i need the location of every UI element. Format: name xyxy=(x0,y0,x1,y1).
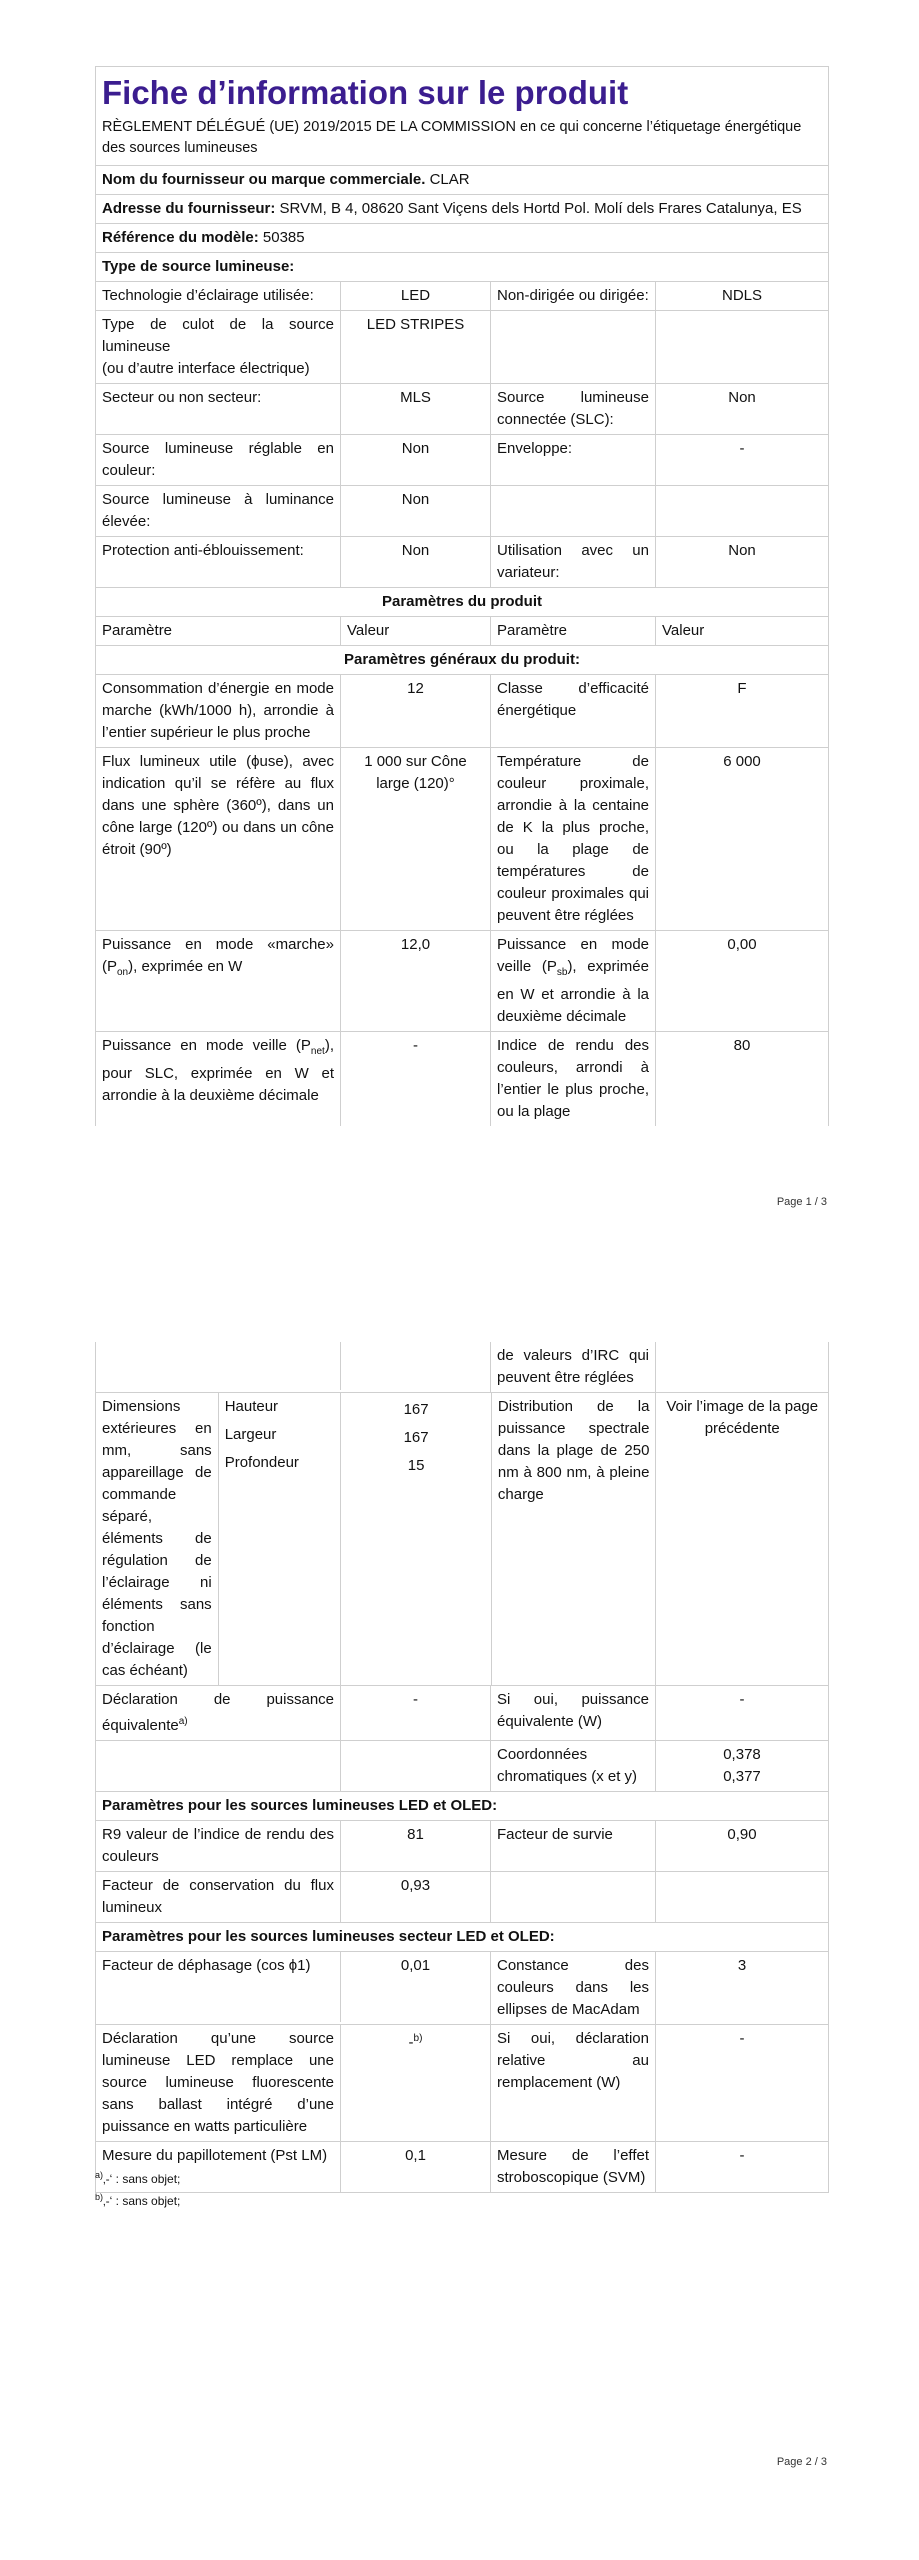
param-label-line: Type de culot de la source lumineuse xyxy=(102,316,334,355)
param-value: F xyxy=(737,680,747,697)
param-value: 0,1 xyxy=(341,2142,491,2192)
param-label: Constance des couleurs dans les ellipses de MacAdam xyxy=(491,1952,656,2024)
width-label: Largeur xyxy=(224,1426,277,1443)
table-row xyxy=(96,2142,828,2193)
param-label: Coordonnées chromatiques (x et y) xyxy=(491,1741,656,1791)
height-label: Hauteur xyxy=(224,1398,279,1415)
led-params-header: Paramètres pour les sources lumineuses LED et OLED: xyxy=(102,1797,498,1814)
param-label: R9 valeur de l’indice de rendu des couleurs xyxy=(96,1821,341,1871)
param-value: 80 xyxy=(733,1037,751,1054)
page-number: Page 1 / 3 xyxy=(776,1196,827,1208)
table-row xyxy=(96,1952,828,2025)
table-row xyxy=(96,1032,828,1126)
page-number: Page 2 / 3 xyxy=(776,2456,827,2468)
table-row xyxy=(96,435,828,486)
param-value: 0,01 xyxy=(341,1952,491,2024)
param-label: Facteur de survie xyxy=(491,1821,656,1871)
param-value: - xyxy=(341,1032,491,1126)
supplier-address-row xyxy=(96,195,828,224)
table-row xyxy=(96,1872,828,1923)
param-value: 0,93 xyxy=(341,1872,491,1922)
table-row xyxy=(96,675,828,748)
supplier-address-value: SRVM, B 4, 08620 Sant Viçens dels Hortd Pol. Molí dels Frares Catalunya, ES xyxy=(279,200,802,217)
supplier-name-value: CLAR xyxy=(429,171,470,188)
param-value: Non xyxy=(341,435,491,485)
model-reference-label: Référence du modèle: xyxy=(102,229,259,246)
source-type-header: Type de source lumineuse: xyxy=(102,258,295,275)
param-value xyxy=(656,1872,828,1922)
param-value: - xyxy=(739,2147,745,2164)
param-label: Utilisation avec un variateur: xyxy=(491,537,656,587)
column-header-param: Paramètre xyxy=(491,617,656,645)
table-row xyxy=(96,486,828,537)
empty-cell xyxy=(656,1342,828,1392)
param-label: Non-dirigée ou dirigée: xyxy=(491,282,656,310)
product-info-table-p1 xyxy=(95,66,829,1126)
param-value: - xyxy=(341,1686,491,1740)
param-value: -$^{b)}$ xyxy=(341,2025,491,2141)
regulation-subtitle: RÈGLEMENT DÉLÉGUÉ (UE) 2019/2015 DE LA COMMISSION en ce qui concerne l’étiquetage énergétique des sources lumineuses xyxy=(102,119,802,156)
supplier-address-label: Adresse du fournisseur: xyxy=(102,200,276,217)
param-label-line: (ou d’autre interface électrique) xyxy=(102,360,310,377)
param-label xyxy=(491,1872,656,1922)
dimensions-label: Dimensions extérieures en mm, sans appareillage de commande séparé, éléments de régulation de l’éclairage ni éléments sans fonction d’éclairage (le cas échéant) xyxy=(96,1393,219,1685)
param-value: 0,90 xyxy=(727,1826,757,1843)
param-label xyxy=(96,311,341,383)
param-label: Source lumineuse à luminance élevée: xyxy=(96,486,341,536)
column-header-param: Paramètre xyxy=(96,617,341,645)
param-label-continued: de valeurs d’IRC qui peuvent être réglées xyxy=(491,1342,656,1392)
param-value xyxy=(656,1741,828,1791)
height-value: 167 xyxy=(403,1401,429,1418)
param-label: Puissance en mode veille $(P_{net})$, pour SLC, exprimée en W et arrondie à la deuxième décimale xyxy=(96,1032,341,1126)
table-row xyxy=(96,748,828,931)
model-reference-value: 50385 xyxy=(262,229,305,246)
column-header-row xyxy=(96,617,828,646)
dimensions-values xyxy=(341,1393,492,1685)
param-label: Si oui, puissance équivalente (W) xyxy=(491,1686,656,1740)
param-value: - xyxy=(739,440,745,457)
param-label: Consommation d’énergie en mode marche (kWh/1000 h), arrondie à l’entier supérieur le plus proche xyxy=(96,675,341,747)
supplier-name-row xyxy=(96,166,828,195)
led-mains-header-row xyxy=(96,1923,828,1952)
param-value: 1 000 sur Cône large (120)° xyxy=(341,748,491,930)
product-info-table-p2 xyxy=(95,1342,829,2193)
param-value: 12,0 xyxy=(341,931,491,1031)
param-value: - xyxy=(739,2030,745,2047)
param-label: Facteur de conservation du flux lumineux xyxy=(96,1872,341,1922)
param-label: Source lumineuse connectée (SLC): xyxy=(491,384,656,434)
param-label: Indice de rendu des couleurs, arrondi à l’entier le plus proche, ou la plage xyxy=(491,1032,656,1126)
param-value xyxy=(341,1741,491,1791)
footnote-b: $^{b)}$‚-‘ : sans objet; xyxy=(95,2192,181,2208)
empty-cell xyxy=(96,1342,341,1390)
table-row xyxy=(96,2025,828,2142)
param-value: 0,00 xyxy=(727,936,757,953)
param-value: 6 000 xyxy=(723,753,761,770)
param-label: Mesure du papillotement (Pst LM) xyxy=(96,2142,341,2192)
chroma-x: 0,378 xyxy=(723,1746,761,1763)
param-label: Technologie d’éclairage utilisée: xyxy=(96,282,341,310)
param-value: - xyxy=(739,1691,745,1708)
table-row xyxy=(96,537,828,588)
param-value: Non xyxy=(341,537,491,587)
param-value: NDLS xyxy=(721,287,762,304)
param-value: 81 xyxy=(341,1821,491,1871)
table-row xyxy=(96,311,828,384)
empty-cell xyxy=(341,1342,491,1392)
param-value xyxy=(656,486,828,536)
depth-label: Profondeur xyxy=(224,1454,299,1471)
param-label: Mesure de l’effet stroboscopique (SVM) xyxy=(491,2142,656,2192)
general-params-header: Paramètres généraux du produit: xyxy=(344,651,580,668)
param-value: 12 xyxy=(341,675,491,747)
table-row xyxy=(96,384,828,435)
page-1 xyxy=(0,0,919,1208)
param-label: Déclaration de puissance équivalente$^{a)}$ xyxy=(96,1686,341,1740)
width-value: 167 xyxy=(403,1429,429,1446)
param-label: Distribution de la puissance spectrale dans la plage de 250 nm à 800 nm, à pleine charge xyxy=(492,1393,657,1685)
param-label: Température de couleur proximale, arrondie à la centaine de K la plus proche, ou la plage de températures de couleur proximales qui peuvent être réglées xyxy=(491,748,656,930)
footnote-a: $^{a)}$‚-‘ : sans objet; xyxy=(95,2170,181,2186)
param-value: Voir l’image de la page précédente xyxy=(666,1398,819,1437)
param-label: Enveloppe: xyxy=(491,435,656,485)
param-label xyxy=(96,1741,341,1791)
params-header: Paramètres du produit xyxy=(381,593,543,610)
param-label: Facteur de déphasage (cos ϕ1) xyxy=(96,1952,341,2022)
source-type-header-row xyxy=(96,253,828,282)
table-row xyxy=(96,1821,828,1872)
param-label: Classe d’efficacité énergétique xyxy=(491,675,656,747)
param-label: Secteur ou non secteur: xyxy=(96,384,341,434)
depth-value: 15 xyxy=(407,1457,425,1474)
param-value: LED STRIPES xyxy=(341,311,491,383)
param-label: Protection anti-éblouissement: xyxy=(96,537,341,587)
param-value: Non xyxy=(728,389,756,406)
table-row xyxy=(96,1686,828,1741)
param-label xyxy=(491,486,656,536)
param-value xyxy=(656,311,828,383)
param-value: Non xyxy=(728,542,756,559)
supplier-name-label: Nom du fournisseur ou marque commerciale. xyxy=(102,171,426,188)
led-header-row xyxy=(96,1792,828,1821)
param-label: Si oui, déclaration relative au remplacement (W) xyxy=(491,2025,656,2141)
dimensions-row xyxy=(96,1393,828,1686)
param-label: Puissance en mode veille $(P_{sb})$, exprimée en W et arrondie à la deuxième décimale xyxy=(491,931,656,1031)
led-mains-params-header: Paramètres pour les sources lumineuses secteur LED et OLED: xyxy=(102,1928,555,1945)
param-label: Déclaration qu’une source lumineuse LED remplace une source lumineuse fluorescente sans ballast intégré d’une puissance en watts particulière xyxy=(96,2025,341,2141)
page-2 xyxy=(0,1240,919,2560)
param-label: Puissance en mode «marche» $(P_{on})$, exprimée en W xyxy=(96,931,341,1031)
params-header-row xyxy=(96,588,828,617)
param-label: Flux lumineux utile (ϕuse), avec indication qu’il se réfère au flux dans une sphère (360º), dans un cône large (120º) ou dans un cône étroit (90º) xyxy=(96,748,341,930)
continued-row xyxy=(96,1342,828,1393)
param-value: MLS xyxy=(341,384,491,434)
general-params-header-row xyxy=(96,646,828,675)
table-row xyxy=(96,931,828,1032)
dimensions-sub-labels xyxy=(219,1393,342,1685)
document-title: Fiche d’information sur le produit xyxy=(102,74,629,111)
model-reference-row xyxy=(96,224,828,253)
column-header-value: Valeur xyxy=(662,622,705,639)
param-value: 3 xyxy=(737,1957,747,1974)
table-row xyxy=(96,282,828,311)
title-block xyxy=(96,67,828,166)
param-value: LED xyxy=(341,282,491,310)
param-label xyxy=(491,311,656,383)
column-header-value: Valeur xyxy=(341,617,491,645)
param-value: Non xyxy=(341,486,491,536)
table-row xyxy=(96,1741,828,1792)
chroma-y: 0,377 xyxy=(723,1768,761,1785)
param-label: Source lumineuse réglable en couleur: xyxy=(96,435,341,485)
